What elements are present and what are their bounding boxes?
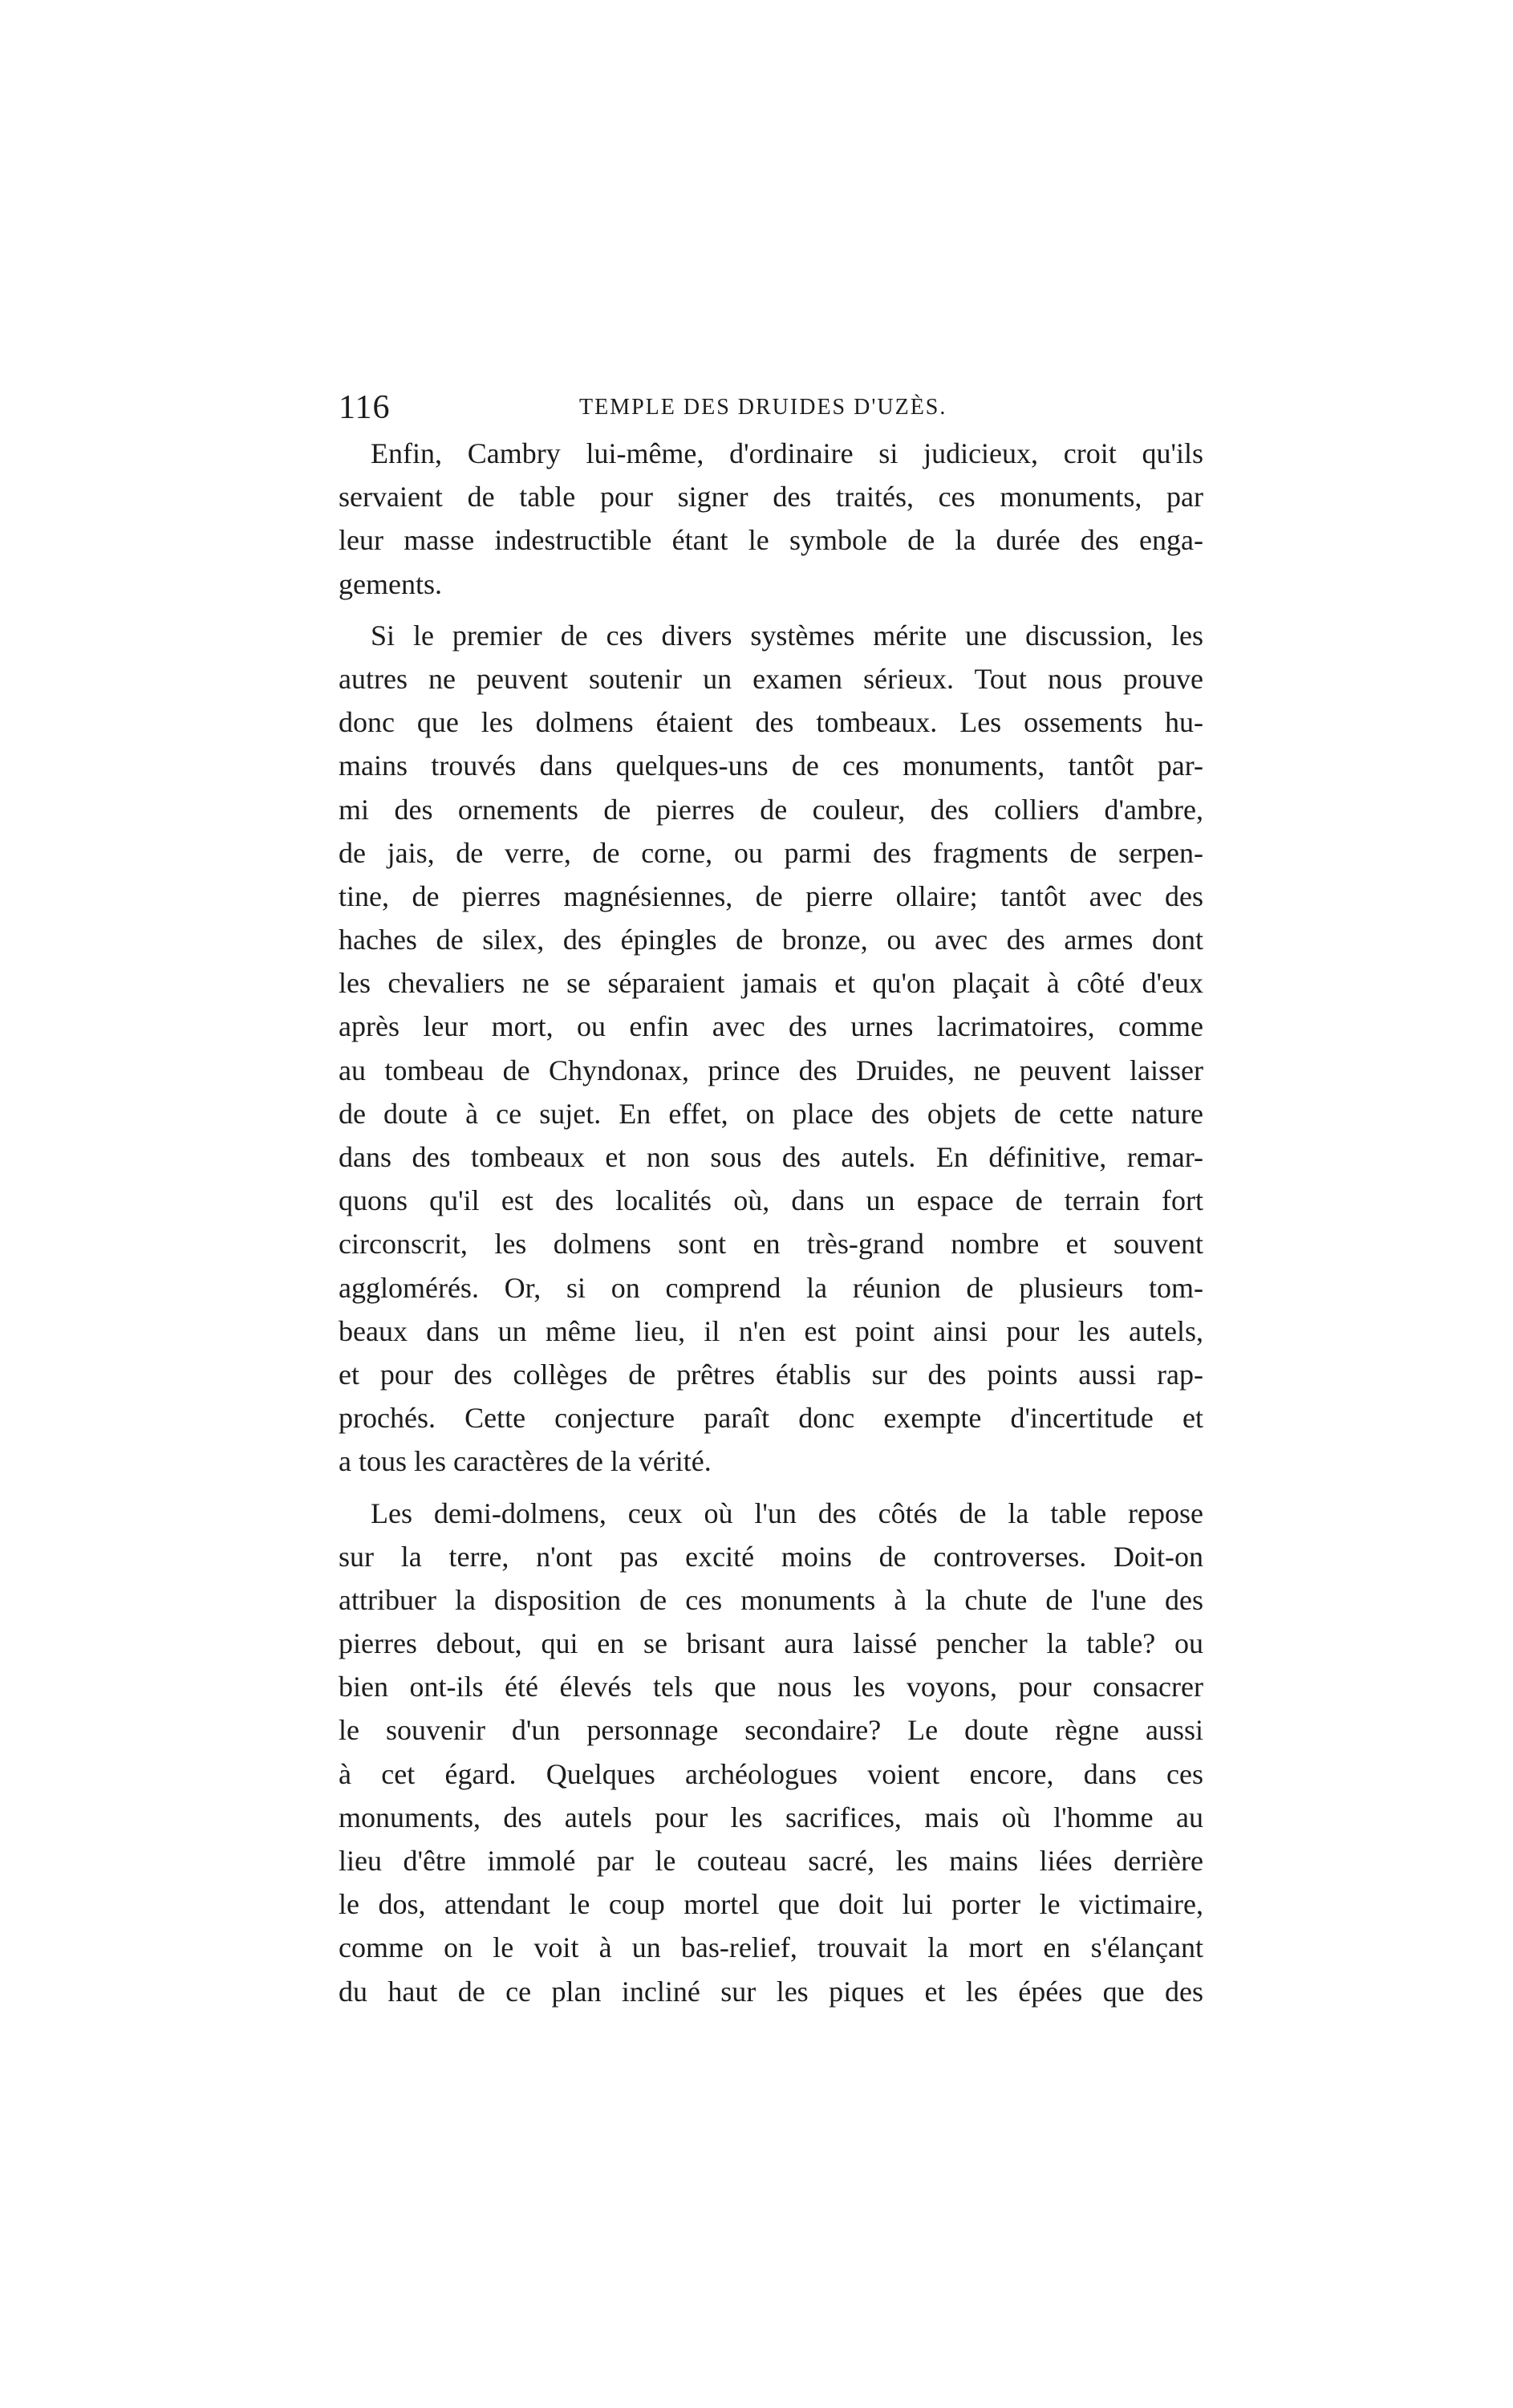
text-line: agglomérés. Or, si on comprend la réunion de plusieurs tom- — [339, 1271, 1203, 1304]
text-line: Si le premier de ces divers systèmes mérite une discussion, les — [371, 619, 1203, 652]
text-line: monuments, des autels pour les sacrifices, mais où l'homme au — [339, 1801, 1203, 1833]
paragraph-1 — [339, 432, 1203, 606]
text-line: attribuer la disposition de ces monuments à la chute de l'une des — [339, 1583, 1203, 1616]
text-line: bien ont-ils été élevés tels que nous les voyons, pour consacrer — [339, 1671, 1203, 1703]
text-line: autres ne peuvent soutenir un examen sérieux. Tout nous prouve — [339, 662, 1203, 695]
running-title: TEMPLE DES DRUIDES D'UZÈS. — [579, 395, 947, 420]
text-line: de doute à ce sujet. En effet, on place des objets de cette nature — [339, 1097, 1203, 1130]
text-line: au tombeau de Chyndonax, prince des Druides, ne peuvent laisser — [339, 1054, 1203, 1086]
text-line: le dos, attendant le coup mortel que doit lui porter le victimaire, — [339, 1888, 1203, 1921]
text-line: prochés. Cette conjecture paraît donc exempte d'incertitude et — [339, 1402, 1203, 1435]
text-line: donc que les dolmens étaient des tombeaux. Les ossements hu- — [339, 706, 1203, 739]
text-line: lieu d'être immolé par le couteau sacré, les mains liées derrière — [339, 1845, 1203, 1877]
text-line: après leur mort, ou enfin avec des urnes lacrimatoires, comme — [339, 1010, 1203, 1043]
text-line: Les demi-dolmens, ceux où l'un des côtés de la table repose — [371, 1496, 1203, 1529]
text-line: quons qu'il est des localités où, dans un espace de terrain fort — [339, 1184, 1203, 1217]
page-number: 116 — [339, 389, 391, 426]
paragraph-2 — [339, 614, 1203, 1484]
text-line: sur la terre, n'ont pas excité moins de controverses. Doit-on — [339, 1540, 1203, 1573]
text-line: circonscrit, les dolmens sont en très-grand nombre et souvent — [339, 1228, 1203, 1261]
paragraph-3 — [339, 1492, 1203, 2013]
text-line: Enfin, Cambry lui-même, d'ordinaire si judicieux, croit qu'ils — [371, 437, 1203, 469]
text-line: haches de silex, des épingles de bronze, ou avec des armes dont — [339, 924, 1203, 956]
text-line: pierres debout, qui en se brisant aura laissé pencher la table? ou — [339, 1627, 1203, 1660]
text-line: le souvenir d'un personnage secondaire? Le doute règne aussi — [339, 1714, 1203, 1747]
text-line: tine, de pierres magnésiennes, de pierre ollaire; tantôt avec des — [339, 879, 1203, 912]
text-line: a tous les caractères de la vérité. — [339, 1445, 712, 1478]
text-line: leur masse indestructible étant le symbole de la durée des enga- — [339, 524, 1203, 557]
page-header — [339, 384, 1205, 432]
body-text — [339, 432, 1203, 2013]
text-line: et pour des collèges de prêtres établis sur des points aussi rap- — [339, 1358, 1203, 1391]
text-line: du haut de ce plan incliné sur les piques et les épées que des — [339, 1975, 1203, 2008]
text-line: comme on le voit à un bas-relief, trouvait la mort en s'élançant — [339, 1931, 1203, 1964]
text-line: mi des ornements de pierres de couleur, des colliers d'ambre, — [339, 793, 1203, 826]
text-line: mains trouvés dans quelques-uns de ces monuments, tantôt par- — [339, 749, 1203, 782]
text-line: gements. — [339, 567, 442, 600]
text-line: dans des tombeaux et non sous des autels. En définitive, remar- — [339, 1141, 1203, 1173]
text-line: beaux dans un même lieu, il n'en est point ainsi pour les autels, — [339, 1314, 1203, 1347]
text-line: les chevaliers ne se séparaient jamais et qu'on plaçait à côté d'eux — [339, 967, 1203, 1000]
text-line: à cet égard. Quelques archéologues voient encore, dans ces — [339, 1757, 1203, 1790]
text-line: servaient de table pour signer des traités, ces monuments, par — [339, 481, 1203, 514]
text-line: de jais, de verre, de corne, ou parmi des fragments de serpen- — [339, 836, 1203, 869]
